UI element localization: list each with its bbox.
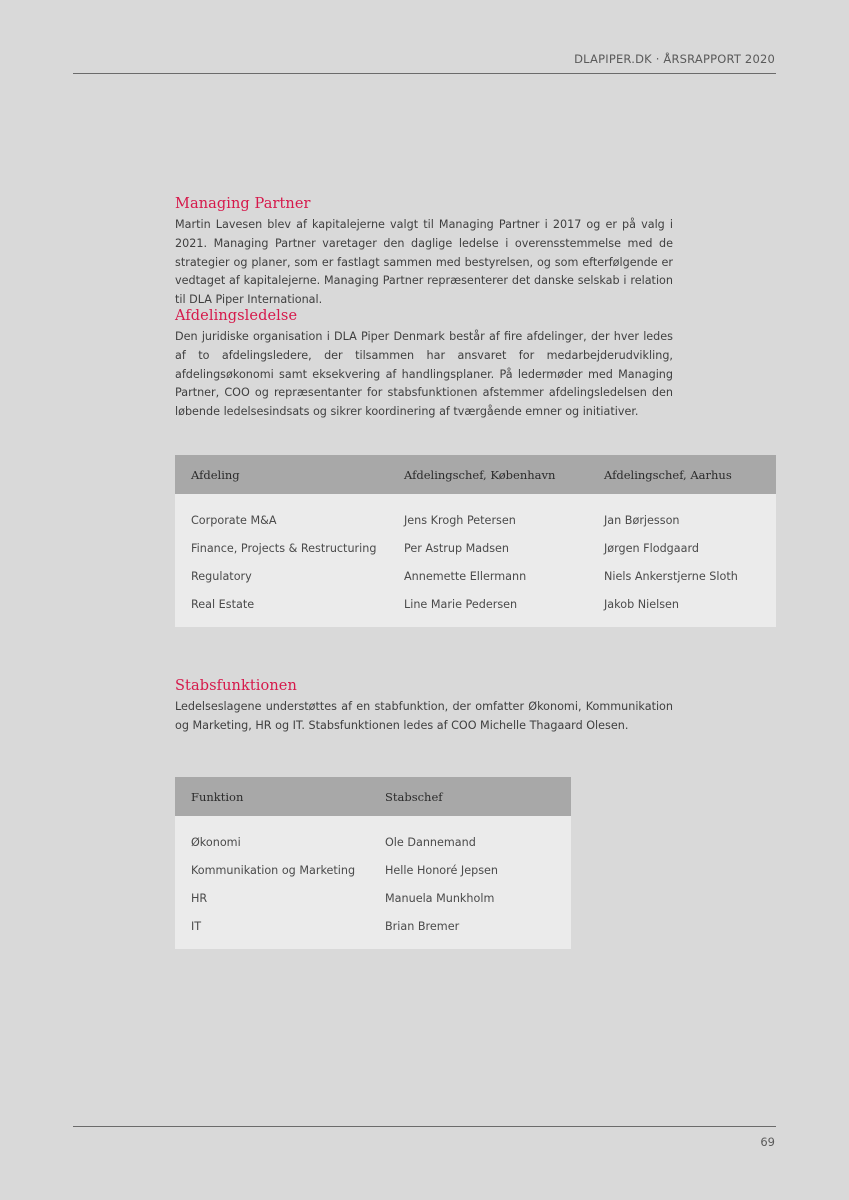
column-header: Stabschef <box>369 777 571 816</box>
section-body: Martin Lavesen blev af kapitalejerne valgt til Managing Partner i 2017 og er på valg i 2021. Managing Partner varetager den daglige ledelse i overensstemmelse med de strategier og planer, som er fastlagt sammen med bestyrelsen, og som efterfølgende er vedtaget af kapitalejerne. Managing Partner repræsenterer det danske selskab i relation til DLA Piper International. <box>175 218 673 307</box>
table-row <box>175 884 571 912</box>
table-cell: Kommunikation og Marketing <box>191 863 356 877</box>
table-row <box>175 534 776 562</box>
section-managing-partner <box>175 196 673 310</box>
section-heading: Managing Partner <box>175 196 311 212</box>
table-cell: Annemette Ellermann <box>404 569 527 583</box>
table-cell: Line Marie Pedersen <box>404 598 518 612</box>
table-cell: Regulatory <box>191 569 252 583</box>
section-heading: Stabsfunktionen <box>175 678 297 694</box>
table-cell: Jens Krogh Petersen <box>404 513 516 527</box>
table-cell: Niels Ankerstjerne Sloth <box>604 569 738 583</box>
table-header-row <box>175 777 571 816</box>
table-cell: Finance, Projects & Restructuring <box>191 541 377 555</box>
table-cell: Jakob Nielsen <box>604 598 680 612</box>
section-stabsfunktionen <box>175 678 673 736</box>
section-body: Ledelseslagene understøttes af en stabfunktion, der omfatter Økonomi, Kommunikation og Marketing, HR og IT. Stabsfunktionen ledes af COO Michelle Thagaard Olesen. <box>175 700 673 732</box>
section-heading: Afdelingsledelse <box>175 308 298 324</box>
table-cell: Jørgen Flodgaard <box>604 541 699 555</box>
section-afdelingsledelse <box>175 308 673 422</box>
table-cell: Økonomi <box>191 835 241 849</box>
section-body: Den juridiske organisation i DLA Piper Denmark består af fire afdelinger, der hver ledes af to afdelingsledere, der tilsammen har ansvaret for medarbejderudvikling, afdelingsøkonomi samt eksekvering af handlingsplaner. På ledermøder med Managing Partner, COO og repræsentanter for stabsfunktionen afstemmer afdelingsledelsen den løbende ledelsesindsats og sikrer koordinering af tværgående emner og initiativer. <box>175 330 673 419</box>
departments-table <box>175 455 776 627</box>
table-cell: Jan Børjesson <box>604 513 680 527</box>
table-row <box>175 816 571 856</box>
running-header: DLAPIPER.DK · ÅRSRAPPORT 2020 <box>574 52 775 66</box>
page-number: 69 <box>760 1135 775 1149</box>
table-cell: Corporate M&A <box>191 513 277 527</box>
column-header: Funktion <box>175 777 369 816</box>
staff-functions-table <box>175 777 571 949</box>
column-header: Afdelingschef, København <box>388 455 588 494</box>
table-header-row <box>175 455 776 494</box>
table-cell: Per Astrup Madsen <box>404 541 510 555</box>
table-row <box>175 913 571 949</box>
header-rule <box>73 73 776 74</box>
table-cell: Ole Dannemand <box>385 835 476 849</box>
column-header: Afdelingschef, Aarhus <box>588 455 776 494</box>
table-cell: IT <box>191 920 202 934</box>
table-cell: Manuela Munkholm <box>385 891 495 905</box>
table-row <box>175 591 776 627</box>
table-cell: Helle Honoré Jepsen <box>385 863 499 877</box>
table-row <box>175 856 571 884</box>
table-cell: HR <box>191 891 208 905</box>
footer-rule <box>73 1126 776 1127</box>
column-header: Afdeling <box>175 455 388 494</box>
table-cell: Real Estate <box>191 598 255 612</box>
table-cell: Brian Bremer <box>385 920 460 934</box>
table-row <box>175 494 776 534</box>
table-row <box>175 562 776 590</box>
